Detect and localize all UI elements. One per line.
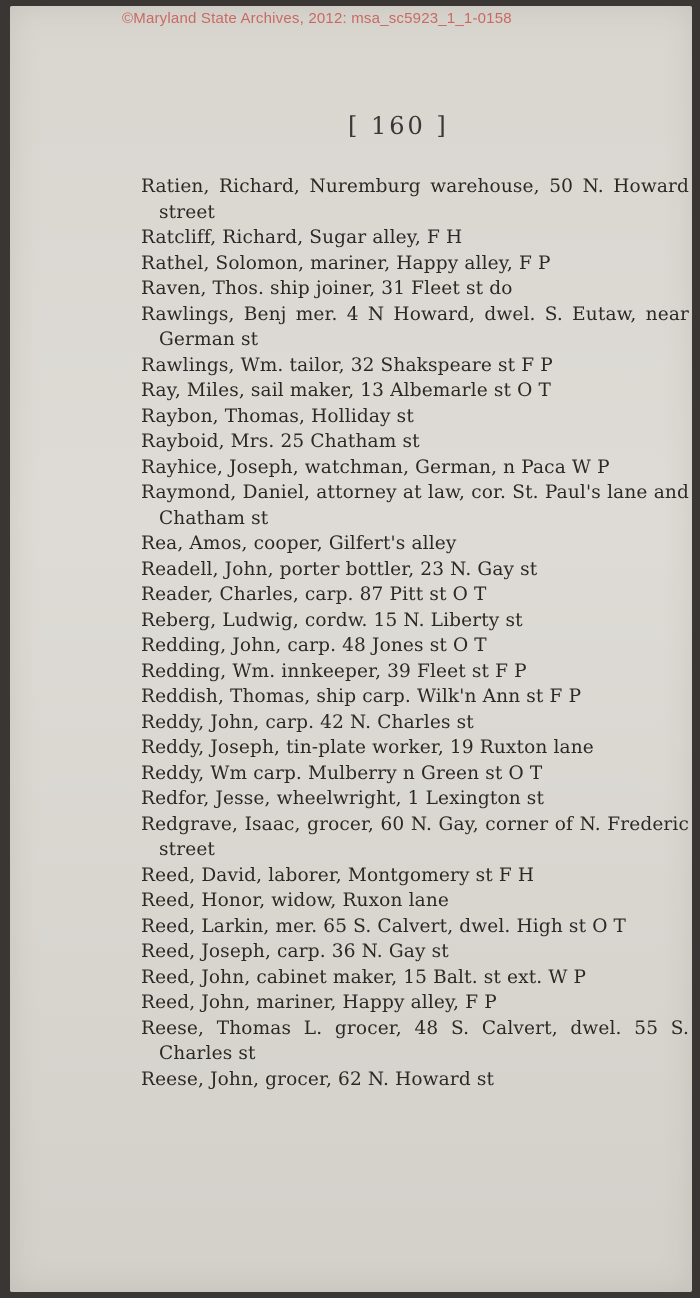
directory-entry: Rawlings, Benj mer. 4 N Howard, dwel. S. Eutaw, near German st — [141, 303, 689, 350]
page-number: [ 160 ] — [348, 112, 449, 140]
directory-page — [10, 6, 692, 1292]
directory-entry: Rea, Amos, cooper, Gilfert's alley — [141, 533, 457, 554]
directory-entry: Reed, John, mariner, Happy alley, F P — [141, 992, 497, 1013]
directory-entry: Reddy, Wm carp. Mulberry n Green st O T — [141, 762, 543, 784]
directory-entry: Reese, John, grocer, 62 N. Howard st — [141, 1068, 495, 1090]
directory-entry: Reed, Joseph, carp. 36 N. Gay st — [141, 941, 449, 962]
directory-entry: Reese, Thomas L. grocer, 48 S. Calvert, dwel. 55 S. Charles st — [141, 1017, 689, 1064]
directory-entry: Raven, Thos. ship joiner, 31 Fleet st do — [141, 278, 513, 299]
archive-watermark: ©Maryland State Archives, 2012: msa_sc5923_1_1-0158 — [122, 10, 512, 27]
directory-entry: Reberg, Ludwig, cordw. 15 N. Liberty st — [141, 609, 523, 631]
directory-entry: Raymond, Daniel, attorney at law, cor. St. Paul's lane and Chatham st — [141, 482, 689, 529]
directory-entry: Rawlings, Wm. tailor, 32 Shakspeare st F P — [141, 354, 553, 376]
directory-entry: Reddy, Joseph, tin-plate worker, 19 Ruxton lane — [141, 737, 594, 758]
directory-entry: Reddy, John, carp. 42 N. Charles st — [141, 711, 474, 733]
directory-entry: Ray, Miles, sail maker, 13 Albemarle st O T — [141, 380, 551, 401]
directory-entry: Reader, Charles, carp. 87 Pitt st O T — [141, 584, 487, 605]
directory-entry: Ratien, Richard, Nuremburg warehouse, 50 N. Howard street — [141, 176, 689, 223]
directory-entry: Rayhice, Joseph, watchman, German, n Paca W P — [141, 456, 610, 478]
directory-entry: Readell, John, porter bottler, 23 N. Gay st — [141, 558, 538, 580]
directory-entry: Reed, Larkin, mer. 65 S. Calvert, dwel. High st O T — [141, 915, 627, 937]
directory-entry: Redgrave, Isaac, grocer, 60 N. Gay, corner of N. Frederic street — [141, 813, 689, 860]
directory-entry: Reed, David, laborer, Montgomery st F H — [141, 864, 535, 886]
directory-entry: Ratcliff, Richard, Sugar alley, F H — [141, 227, 463, 248]
directory-entry: Redfor, Jesse, wheelwright, 1 Lexington st — [141, 788, 545, 809]
directory-entry: Reed, John, cabinet maker, 15 Balt. st ext. W P — [141, 966, 587, 988]
directory-entry: Raybon, Thomas, Holliday st — [141, 405, 414, 427]
directory-entry: Redding, John, carp. 48 Jones st O T — [141, 635, 487, 656]
directory-entries — [141, 174, 689, 1092]
directory-entry: Reed, Honor, widow, Ruxon lane — [141, 890, 449, 911]
directory-entry: Redding, Wm. innkeeper, 39 Fleet st F P — [141, 660, 527, 682]
directory-entry: Rathel, Solomon, mariner, Happy alley, F P — [141, 252, 551, 274]
directory-entry: Reddish, Thomas, ship carp. Wilk'n Ann st F P — [141, 686, 582, 707]
directory-entry: Rayboid, Mrs. 25 Chatham st — [141, 431, 420, 452]
